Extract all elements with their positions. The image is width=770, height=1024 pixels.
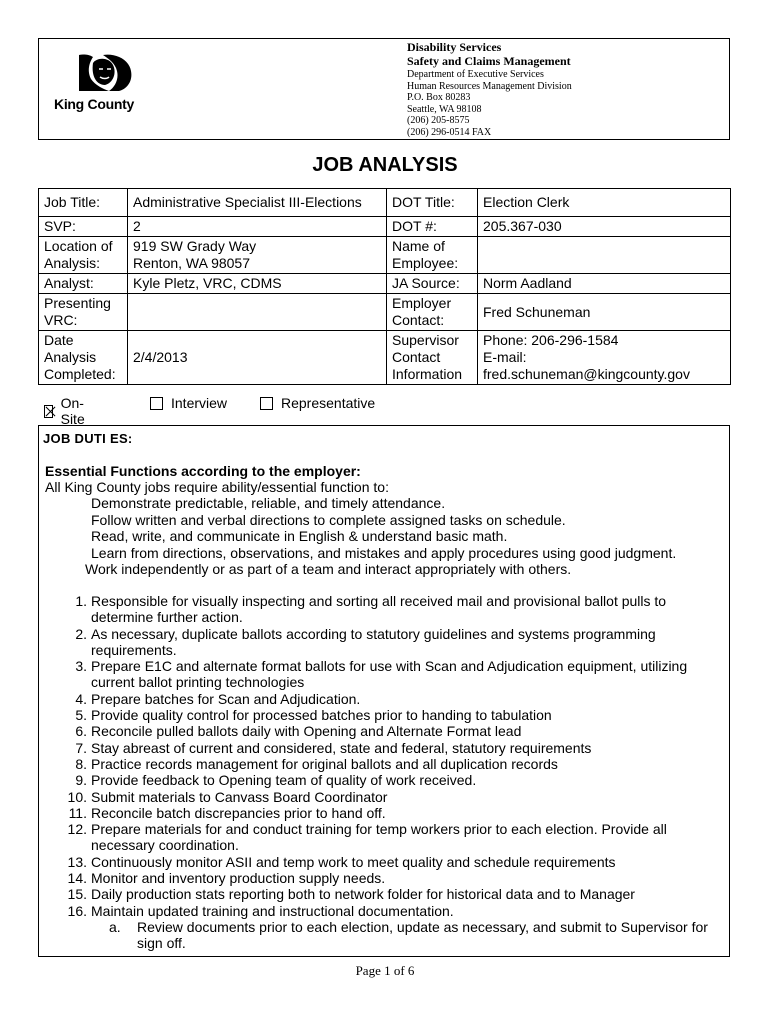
dot-num-value: 205.367-030 bbox=[478, 217, 731, 237]
item-number: 4. bbox=[75, 690, 87, 707]
job-title-label: Job Title: bbox=[39, 189, 128, 217]
item-text: Daily production stats reporting both to network folder for historical data and to Manager bbox=[91, 886, 635, 903]
analyst-value: Kyle Pletz, VRC, CDMS bbox=[128, 274, 387, 294]
duties-heading: JOB DUTI ES: bbox=[43, 431, 133, 446]
item-number: 8. bbox=[75, 755, 87, 772]
requirement-item: Work independently or as part of a team and interact appropriately with others. bbox=[85, 561, 572, 577]
address-line: P.O. Box 80283 bbox=[407, 92, 471, 103]
list-item bbox=[45, 870, 717, 886]
address-line: Human Resources Management Division bbox=[407, 80, 572, 92]
item-number: 5. bbox=[75, 707, 87, 724]
list-item bbox=[45, 593, 717, 626]
date-completed-label: Date Analysis Completed: bbox=[39, 331, 128, 385]
item-number: 7. bbox=[75, 739, 87, 756]
address-line: Department of Executive Services bbox=[407, 69, 544, 80]
item-text: Continuously monitor ASII and temp work to meet quality and schedule requirements bbox=[91, 853, 616, 870]
analyst-label: Analyst: bbox=[39, 274, 128, 294]
item-number: 10. bbox=[67, 788, 87, 805]
item-text: Reconcile batch discrepancies prior to hand off. bbox=[91, 804, 386, 821]
list-item bbox=[45, 723, 717, 739]
item-number: 12. bbox=[67, 821, 87, 838]
onsite-label: On-Site bbox=[60, 395, 85, 427]
list-item bbox=[45, 658, 717, 691]
sub-item-letter: a. bbox=[109, 918, 121, 935]
item-number: 9. bbox=[75, 772, 87, 789]
logo-text: King County bbox=[54, 96, 134, 112]
employee-label: Name of Employee: bbox=[387, 237, 478, 274]
address-line: (206) 296-0514 FAX bbox=[407, 126, 492, 138]
interview-option[interactable] bbox=[150, 395, 227, 411]
employee-value bbox=[478, 237, 731, 274]
svp-value: 2 bbox=[128, 217, 387, 237]
job-info-table bbox=[38, 188, 731, 385]
list-item bbox=[45, 886, 717, 902]
item-text: requirements. bbox=[91, 641, 177, 658]
item-text: determine further action. bbox=[91, 609, 243, 626]
item-text: Practice records management for original ballots and all duplication records bbox=[91, 755, 558, 772]
item-text: Reconcile pulled ballots daily with Opening and Alternate Format lead bbox=[91, 723, 522, 740]
item-number: 11. bbox=[68, 804, 87, 821]
essential-functions-intro: All King County jobs require ability/essential function to: bbox=[45, 479, 389, 495]
requirement-item: Follow written and verbal directions to complete assigned tasks on schedule. bbox=[91, 512, 566, 528]
dot-title-value: Election Clerk bbox=[478, 189, 731, 217]
svp-label: SVP: bbox=[39, 217, 128, 237]
org-line-2: Safety and Claims Management bbox=[407, 54, 571, 68]
item-number: 2. bbox=[75, 625, 87, 642]
item-text: Prepare batches for Scan and Adjudication. bbox=[91, 690, 361, 707]
item-number: 16. bbox=[67, 902, 87, 919]
item-number: 15. bbox=[67, 886, 87, 903]
duties-list bbox=[45, 593, 717, 952]
ja-source-value: Norm Aadland bbox=[478, 274, 731, 294]
job-duties-section bbox=[38, 425, 730, 957]
list-item bbox=[45, 691, 717, 707]
address-line: Seattle, WA 98108 bbox=[407, 103, 482, 115]
item-text: As necessary, duplicate ballots according to statutory guidelines and systems programming bbox=[91, 625, 656, 642]
item-text: Provide feedback to Opening team of quality of work received. bbox=[91, 772, 477, 789]
requirement-item: Learn from directions, observations, and mistakes and apply procedures using good judgment. bbox=[91, 545, 677, 561]
list-item bbox=[45, 821, 717, 854]
sub-item-text: sign off. bbox=[137, 935, 186, 952]
onsite-option[interactable] bbox=[44, 395, 89, 427]
location-label: Location of Analysis: bbox=[39, 237, 128, 274]
list-item bbox=[45, 772, 717, 788]
requirement-item: Read, write, and communicate in English & understand basic math. bbox=[91, 528, 508, 544]
item-number: 3. bbox=[75, 658, 87, 675]
item-number: 6. bbox=[75, 723, 87, 740]
requirement-item: Demonstrate predictable, reliable, and timely attendance. bbox=[91, 495, 446, 511]
list-item bbox=[45, 740, 717, 756]
employer-contact-label: Employer Contact: bbox=[387, 294, 478, 331]
item-number: 1. bbox=[75, 593, 87, 609]
representative-option[interactable] bbox=[260, 395, 375, 411]
ja-source-label: JA Source: bbox=[387, 274, 478, 294]
sub-item-text: Review documents prior to each election, update as necessary, and submit to Supervisor for bbox=[137, 918, 708, 935]
item-text: Maintain updated training and instructional documentation. bbox=[91, 902, 454, 919]
list-item bbox=[45, 789, 717, 805]
item-text: Stay abreast of current and considered, state and federal, statutory requirements bbox=[91, 739, 592, 756]
org-line-1: Disability Services bbox=[407, 40, 502, 54]
list-item bbox=[45, 805, 717, 821]
date-completed-value: 2/4/2013 bbox=[128, 331, 387, 385]
essential-functions-heading: Essential Functions according to the employer: bbox=[45, 463, 361, 479]
checkbox-icon[interactable] bbox=[150, 397, 163, 410]
dot-title-label: DOT Title: bbox=[387, 189, 478, 217]
page-number: Page 1 of 6 bbox=[355, 963, 415, 978]
item-number: 14. bbox=[67, 870, 87, 887]
list-item bbox=[45, 756, 717, 772]
item-text: Provide quality control for processed batches prior to handing to tabulation bbox=[91, 707, 552, 724]
presenting-vrc-label: Presenting VRC: bbox=[39, 294, 128, 331]
item-text: necessary coordination. bbox=[91, 837, 239, 854]
list-item bbox=[45, 626, 717, 659]
interview-label: Interview bbox=[171, 395, 228, 411]
item-number: 13. bbox=[67, 853, 87, 870]
supervisor-contact-value: Phone: 206-296-1584 E-mail: fred.schuneman@kingcounty.gov bbox=[478, 331, 731, 385]
item-text: current ballot printing technologies bbox=[91, 674, 305, 691]
address-line: (206) 205-8575 bbox=[407, 115, 470, 126]
checked-checkbox-icon[interactable] bbox=[44, 405, 53, 418]
letterhead bbox=[38, 38, 730, 140]
list-item bbox=[45, 903, 717, 919]
item-text: Prepare materials for and conduct training for temp workers prior to each election. Provide all bbox=[91, 821, 667, 838]
location-value: 919 SW Grady Way Renton, WA 98057 bbox=[128, 237, 387, 274]
list-item bbox=[45, 854, 717, 870]
org-address-block bbox=[407, 39, 727, 138]
item-text: Prepare E1C and alternate format ballots for use with Scan and Adjudication equipment, utilizing bbox=[91, 658, 688, 675]
king-county-logo bbox=[69, 51, 143, 123]
representative-label: Representative bbox=[281, 395, 376, 411]
item-text: Responsible for visually inspecting and sorting all received mail and provisional ballot pulls to bbox=[91, 593, 667, 609]
presenting-vrc-value bbox=[128, 294, 387, 331]
sub-list-item bbox=[45, 919, 717, 952]
job-title-value: Administrative Specialist III-Elections bbox=[128, 189, 387, 217]
checkbox-icon[interactable] bbox=[260, 397, 273, 410]
employer-contact-value: Fred Schuneman bbox=[478, 294, 731, 331]
dot-num-label: DOT #: bbox=[387, 217, 478, 237]
supervisor-contact-label: Supervisor Contact Information bbox=[387, 331, 478, 385]
document-title: JOB ANALYSIS bbox=[312, 154, 458, 176]
item-text: Monitor and inventory production supply needs. bbox=[91, 870, 386, 887]
item-text: Submit materials to Canvass Board Coordinator bbox=[91, 788, 388, 805]
list-item bbox=[45, 707, 717, 723]
